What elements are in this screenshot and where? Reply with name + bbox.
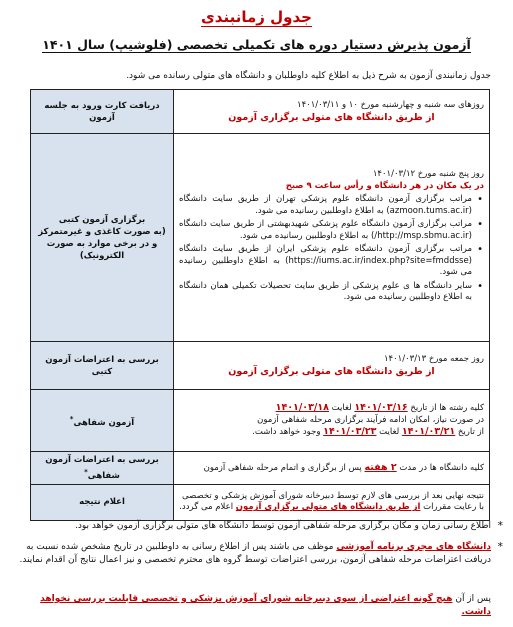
schedule-table — [30, 89, 490, 521]
result-line-2: با رعایت مقررات از طریق دانشگاه های متولی برگزاری آزمون اعلام می گردد. — [179, 502, 484, 513]
card-content — [174, 90, 490, 134]
objection-label: بررسی به اعتراضات آزمون کتبی — [31, 342, 174, 390]
note-3: پس از آن هیچ گونه اعتراضی از سوی دبیرخانه شورای آموزش پزشکی و تخصصی قابلیت بررسی نخواهد داشت. — [40, 594, 491, 617]
list-item: • مراتب برگزاری آزمون دانشگاه علوم پزشکی شهیدبهشتی از طریق سایت دانشگاه (http://msp.sbmu.ac.ir/) به اطلاع داوطلبین رسانیده می شود. — [179, 219, 472, 242]
exam-label — [31, 134, 174, 342]
exam-label-main: برگزاری آزمون کتبی — [58, 214, 146, 225]
oral-objection-content: کلیه دانشگاه ها در مدت ۲ هفته پس از برگزاری و اتمام مرحله شفاهی آزمون — [174, 452, 490, 485]
result-label: اعلام نتیجه — [31, 484, 174, 520]
exam-date: روز پنج شنبه مورخ ۱۴۰۱/۰۳/۱۲ — [372, 169, 484, 180]
list-item: • سایر دانشگاه ها ی علوم پزشکی از طریق سایت تحصیلات تکمیلی همان دانشگاه به اطلاع داوطلبین رسانیده می شود. — [179, 281, 472, 304]
oral-line-1: کلیه رشته ها از تاریخ ۱۴۰۱/۰۳/۱۶ لغایت ۱۴۰۱/۰۳/۱۸ — [275, 402, 484, 414]
card-label: دریافت کارت ورود به جلسه آزمون — [31, 90, 174, 134]
result-line-1: نتیجه نهایی بعد از بررسی های لازم توسط دبیرخانه شورای آموزش پزشکی و تخصصی — [182, 490, 484, 501]
bullet-icon: * — [497, 519, 503, 532]
objection-content — [174, 342, 490, 390]
intro-text: جدول زمانبندی آزمون به شرح ذیل به اطلاع کلیه داوطلبان و دانشگاه های متولی رسانده می شود. — [126, 71, 491, 81]
oral-line-3: از تاریخ ۱۴۰۱/۰۳/۲۱ لغایت ۱۴۰۱/۰۳/۲۳ وجود خواهد داشت. — [252, 426, 484, 438]
card-method: از طریق دانشگاه های متولی برگزاری آزمون — [228, 111, 435, 123]
bullet-icon: * — [497, 540, 503, 553]
oral-objection-label: بررسی به اعتراضات آزمون شفاهی* — [31, 452, 174, 485]
objection-date: روز جمعه مورخ ۱۴۰۱/۰۳/۱۳ — [383, 354, 484, 364]
note-2: * دانشگاه های مجری برنامه آموزشی موظف می باشند پس از اطلاع رسانی به داوطلبین در تاریخ مشخص شده نسبت به دریافت اعتراضات مرحله شفاهی آزمون، بررسی اعتراضات توسط گروه های محترم تخصصی و نیز اعمال نتایج آن اقدام نمایند. — [19, 540, 503, 565]
list-item: • مراتب برگزاری آزمون دانشگاه علوم پزشکی تهران از طریق سایت دانشگاه (azmoon.tums.ac.ir) به اطلاع داوطلبین رسانیده می شود. — [179, 194, 472, 217]
exam-place: در یک مکان در هر دانشگاه و رأس ساعت ۹ صبح — [285, 180, 484, 191]
card-date: روزهای سه شنبه و چهارشنبه مورخ ۱۰ و ۱۴۰۱/۰۳/۱۱ — [297, 100, 484, 110]
table-row — [31, 452, 490, 485]
oral-content — [174, 390, 490, 452]
note-1: * اطلاع رسانی زمان و مکان برگزاری مرحله شفاهی آزمون توسط دانشگاه های متولی برگزاری آزمون خواهد بود. — [74, 519, 503, 532]
table-row — [31, 484, 490, 520]
exam-content — [174, 134, 490, 342]
exam-label-note: (به صورت کاغذی و غیرمتمرکز و در برخی موارد به صورت الکترونیک) — [38, 226, 166, 261]
oral-label: آزمون شفاهی* — [31, 390, 174, 452]
table-row — [31, 134, 490, 342]
list-item: • مراتب برگزاری آزمون دانشگاه علوم پزشکی ایران از طریق سایت دانشگاه (https://iums.ac.ir/index.php?site=fmddsse) به اطلاع داوطلبین رسانیده می شود. — [179, 244, 472, 279]
page-subtitle: آزمون پذیرش دستیار دوره های تکمیلی تخصصی (فلوشیپ) سال ۱۴۰۱ — [42, 37, 471, 52]
oral-line-2: در صورت نیاز، امکان ادامه فرآیند برگزاری مرحله شفاهی آزمون — [257, 414, 484, 425]
objection-method: از طریق دانشگاه های متولی برگزاری آزمون — [228, 365, 435, 377]
table-row — [31, 390, 490, 452]
table-row — [31, 90, 490, 134]
page-title: جدول زمانبندی — [201, 8, 312, 26]
table-row — [31, 342, 490, 390]
result-content — [174, 484, 490, 520]
